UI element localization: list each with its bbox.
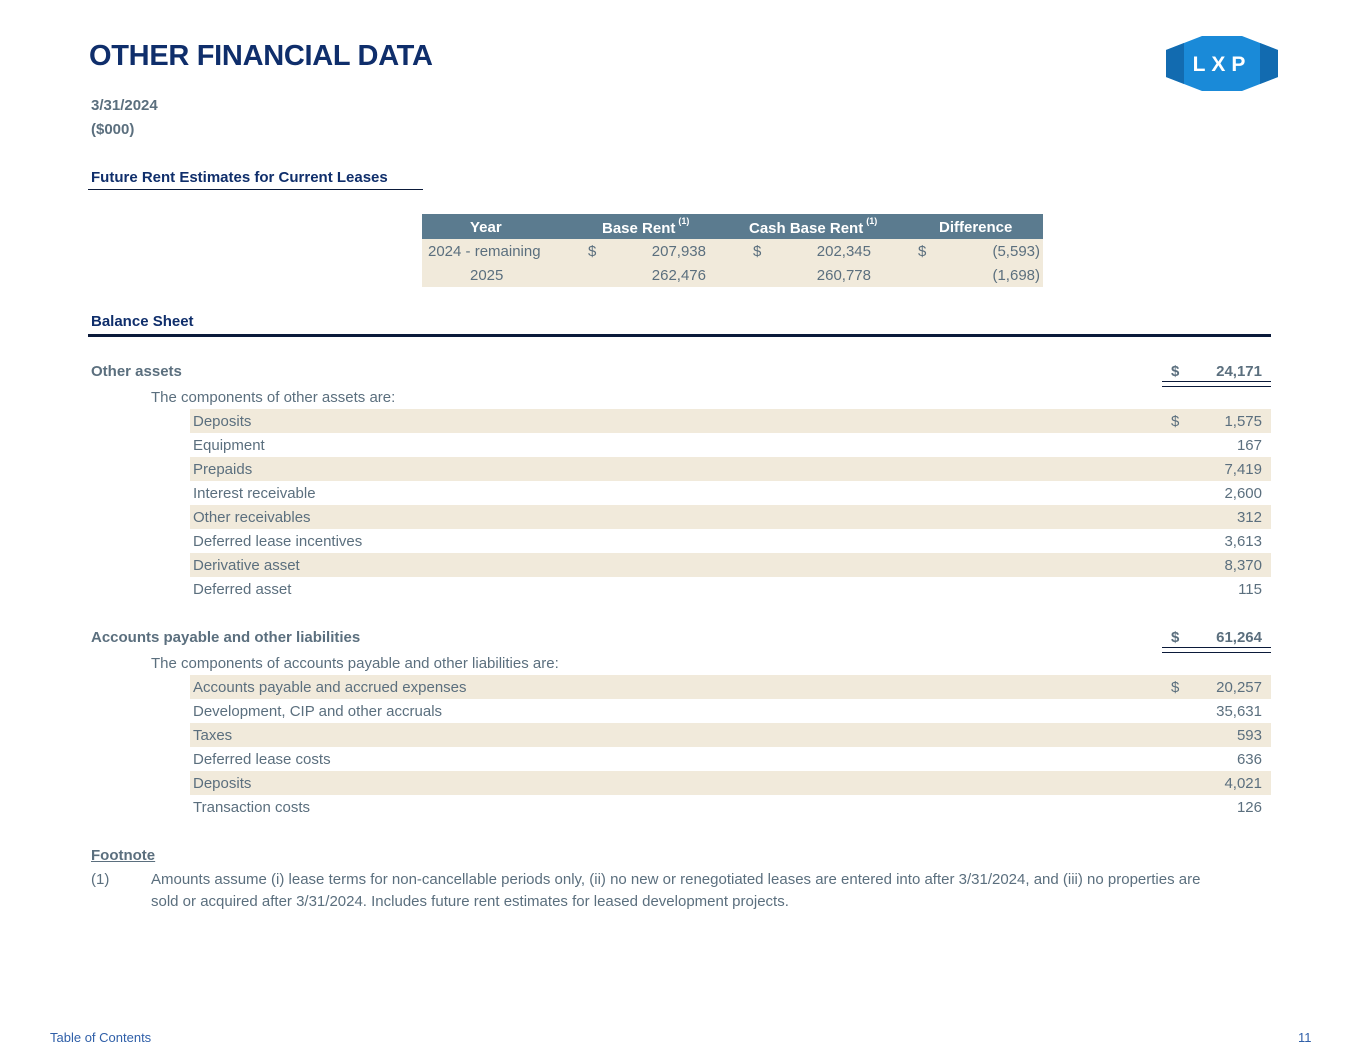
item-label: Equipment: [193, 437, 265, 454]
currency-symbol: $: [588, 243, 597, 260]
lxp-logo: [1166, 36, 1278, 91]
year-cell: 2025: [470, 267, 504, 284]
list-item: [190, 577, 1271, 601]
list-item: [190, 433, 1271, 457]
item-label: Prepaids: [193, 461, 253, 478]
item-label: Development, CIP and other accruals: [193, 703, 443, 720]
list-item: [190, 553, 1271, 577]
item-label: Deposits: [193, 775, 252, 792]
item-value: 35,631: [1216, 703, 1262, 720]
item-value: 4,021: [1224, 775, 1262, 792]
item-label: Deferred asset: [193, 581, 292, 598]
col-difference: Difference: [939, 219, 1013, 236]
item-label: Other receivables: [193, 509, 311, 526]
balance-sheet-rule: [88, 334, 1271, 337]
footnote-line: sold or acquired after 3/31/2024. Includes future rent estimates for leased development projects.: [151, 893, 789, 910]
col-cash-base-rent: Cash Base Rent $^{(1)}$: [749, 216, 878, 237]
col-year: Year: [470, 219, 502, 236]
currency-symbol: $: [753, 243, 762, 260]
item-label: Interest receivable: [193, 485, 316, 502]
item-value: 636: [1236, 751, 1262, 768]
list-item: [190, 771, 1271, 795]
item-value: 593: [1236, 727, 1262, 744]
footnote-body: [151, 869, 1261, 913]
currency-symbol: $: [1171, 679, 1180, 696]
item-label: Derivative asset: [193, 557, 300, 574]
item-value: 3,613: [1224, 533, 1262, 550]
currency-symbol: $: [918, 243, 927, 260]
list-item: [190, 699, 1271, 723]
list-item: [190, 675, 1271, 699]
cash-base-rent-cell: 202,345: [816, 243, 871, 260]
liabilities-total: 61,264: [1216, 629, 1262, 646]
currency-symbol: $: [1171, 363, 1180, 380]
item-value: 167: [1236, 437, 1262, 454]
item-value: 20,257: [1216, 679, 1262, 696]
list-item: [190, 529, 1271, 553]
item-value: 126: [1236, 799, 1262, 816]
footnote-line: Amounts assume (i) lease terms for non-cancellable periods only, (ii) no new or renegotiated leases are entered into after 3/31/2024, and (iii) no properties are: [151, 871, 1201, 888]
rent-heading-rule: [88, 189, 423, 190]
footnote-number: (1): [91, 871, 110, 888]
col-base-rent: Base Rent $^{(1)}$: [602, 216, 690, 237]
other-assets-total: 24,171: [1216, 363, 1262, 380]
list-item: [190, 505, 1271, 529]
rent-estimates-heading: Future Rent Estimates for Current Leases: [91, 169, 388, 186]
list-item: [190, 481, 1271, 505]
item-value: 1,575: [1224, 413, 1262, 430]
item-label: Transaction costs: [193, 799, 310, 816]
footnote-ref: (1): [866, 216, 878, 226]
page-number: 11: [1298, 1030, 1312, 1045]
currency-symbol: $: [1171, 629, 1180, 646]
list-item: [190, 457, 1271, 481]
item-value: 8,370: [1224, 557, 1262, 574]
difference-cell: (5,593): [992, 243, 1040, 260]
other-assets-total-row: [88, 359, 1271, 383]
difference-cell: (1,698): [992, 267, 1040, 284]
list-item: [190, 795, 1271, 819]
page-title: OTHER FINANCIAL DATA: [89, 40, 433, 72]
table-of-contents-link[interactable]: Table of Contents: [50, 1030, 152, 1045]
total-double-rule: [1162, 381, 1271, 387]
item-label: Deposits: [193, 413, 252, 430]
footnote-heading: Footnote: [91, 847, 156, 864]
base-rent-cell: 262,476: [651, 267, 706, 284]
logo-text: LXP: [1192, 53, 1252, 76]
liabilities-label: Accounts payable and other liabilities: [91, 629, 361, 646]
item-value: 7,419: [1224, 461, 1262, 478]
table-row: [422, 263, 1043, 287]
liabilities-total-row: [88, 625, 1271, 649]
item-value: 115: [1238, 581, 1262, 598]
base-rent-cell: 207,938: [651, 243, 706, 260]
units-label: ($000): [91, 121, 135, 138]
item-label: Deferred lease costs: [193, 751, 331, 768]
item-label: Deferred lease incentives: [193, 533, 363, 550]
rent-table-header: [422, 214, 1043, 239]
year-cell: 2024 - remaining: [428, 243, 541, 260]
total-double-rule: [1162, 647, 1271, 653]
cash-base-rent-cell: 260,778: [816, 267, 871, 284]
item-label: Accounts payable and accrued expenses: [193, 679, 467, 696]
list-item: [190, 723, 1271, 747]
other-assets-label: Other assets: [91, 363, 182, 380]
item-value: 2,600: [1224, 485, 1262, 502]
item-value: 312: [1236, 509, 1262, 526]
table-row: [422, 239, 1043, 263]
balance-sheet-heading: Balance Sheet: [91, 313, 194, 330]
footnote-ref: (1): [678, 216, 690, 226]
currency-symbol: $: [1171, 413, 1180, 430]
report-date: 3/31/2024: [91, 97, 158, 114]
rent-estimates-table: [422, 214, 1043, 287]
item-label: Taxes: [193, 727, 233, 744]
list-item: [190, 409, 1271, 433]
list-item: [190, 747, 1271, 771]
